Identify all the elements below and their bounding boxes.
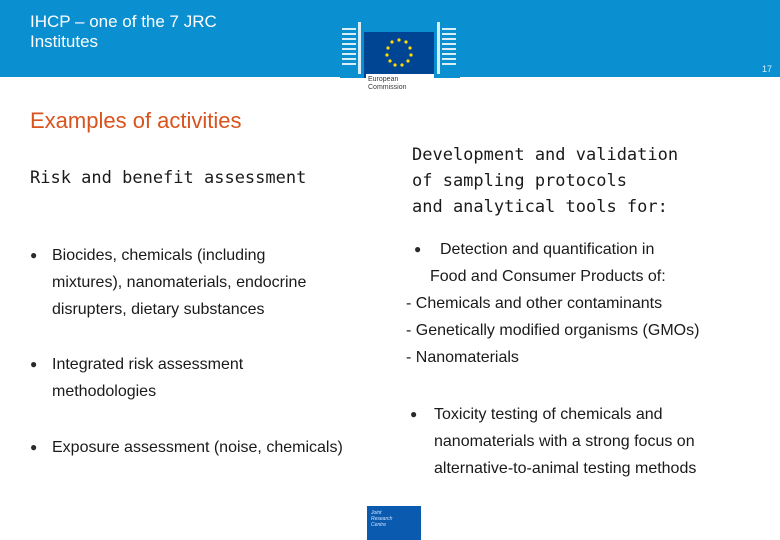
sub-item-gmos: - Genetically modified organisms (GMOs) <box>406 322 700 339</box>
left-bullet-exposure <box>30 434 400 461</box>
right-bullet-detection <box>414 236 774 290</box>
jrc-logo-line: Research <box>371 516 393 522</box>
logo-line-commission: Commission <box>368 84 407 91</box>
bullet-dot-icon: ● <box>30 248 38 262</box>
jrc-logo-text <box>371 510 392 528</box>
logo-line-european: European <box>368 76 399 83</box>
bullet-line: mixtures), nanomaterials, endocrine <box>52 274 307 291</box>
bullet-line: nanomaterials with a strong focus on <box>434 433 695 450</box>
bullet-dot-icon: ● <box>30 440 38 454</box>
commission-building-icon <box>340 18 460 78</box>
left-column-heading: Risk and benefit assessment <box>30 168 307 188</box>
bullet-line: methodologies <box>52 383 157 400</box>
bullet-dot-icon: ● <box>410 407 418 421</box>
right-sub-list <box>406 290 699 371</box>
bullet-line: Biocides, chemicals (including <box>52 247 266 264</box>
european-commission-logo <box>340 18 460 100</box>
bullet-line: Detection and quantification in <box>440 241 655 258</box>
left-bullet-biocides <box>30 242 390 323</box>
sub-item-chemicals: - Chemicals and other contaminants <box>406 295 663 312</box>
jrc-logo-line: Centre <box>371 522 387 528</box>
bullet-dot-icon: ● <box>414 242 422 256</box>
right-heading-line: Development and validation <box>412 145 679 165</box>
right-bullet-toxicity <box>410 401 770 482</box>
bullet-line: Exposure assessment (noise, chemicals) <box>52 439 343 456</box>
sub-item-nanomaterials: - Nanomaterials <box>406 349 519 366</box>
jrc-logo <box>367 506 421 540</box>
page-number: 17 <box>761 64 772 74</box>
bullet-line: Food and Consumer Products of: <box>430 268 666 285</box>
bullet-line: alternative-to-animal testing methods <box>434 460 697 477</box>
bullet-dot-icon: ● <box>30 357 38 371</box>
section-title: Examples of activities <box>30 108 242 133</box>
right-heading-line: of sampling protocols <box>412 171 627 191</box>
right-heading-line: and analytical tools for: <box>412 197 668 217</box>
bullet-line: Integrated risk assessment <box>52 356 244 373</box>
commission-logo-text <box>366 74 434 98</box>
right-column-heading <box>412 142 678 220</box>
jrc-logo-line: Joint <box>371 510 382 516</box>
bullet-line: disrupters, dietary substances <box>52 301 265 318</box>
left-bullet-integrated-risk <box>30 351 390 405</box>
bullet-line: Toxicity testing of chemicals and <box>434 406 663 423</box>
slide-header-title: IHCP – one of the 7 JRC Institutes <box>30 12 217 51</box>
